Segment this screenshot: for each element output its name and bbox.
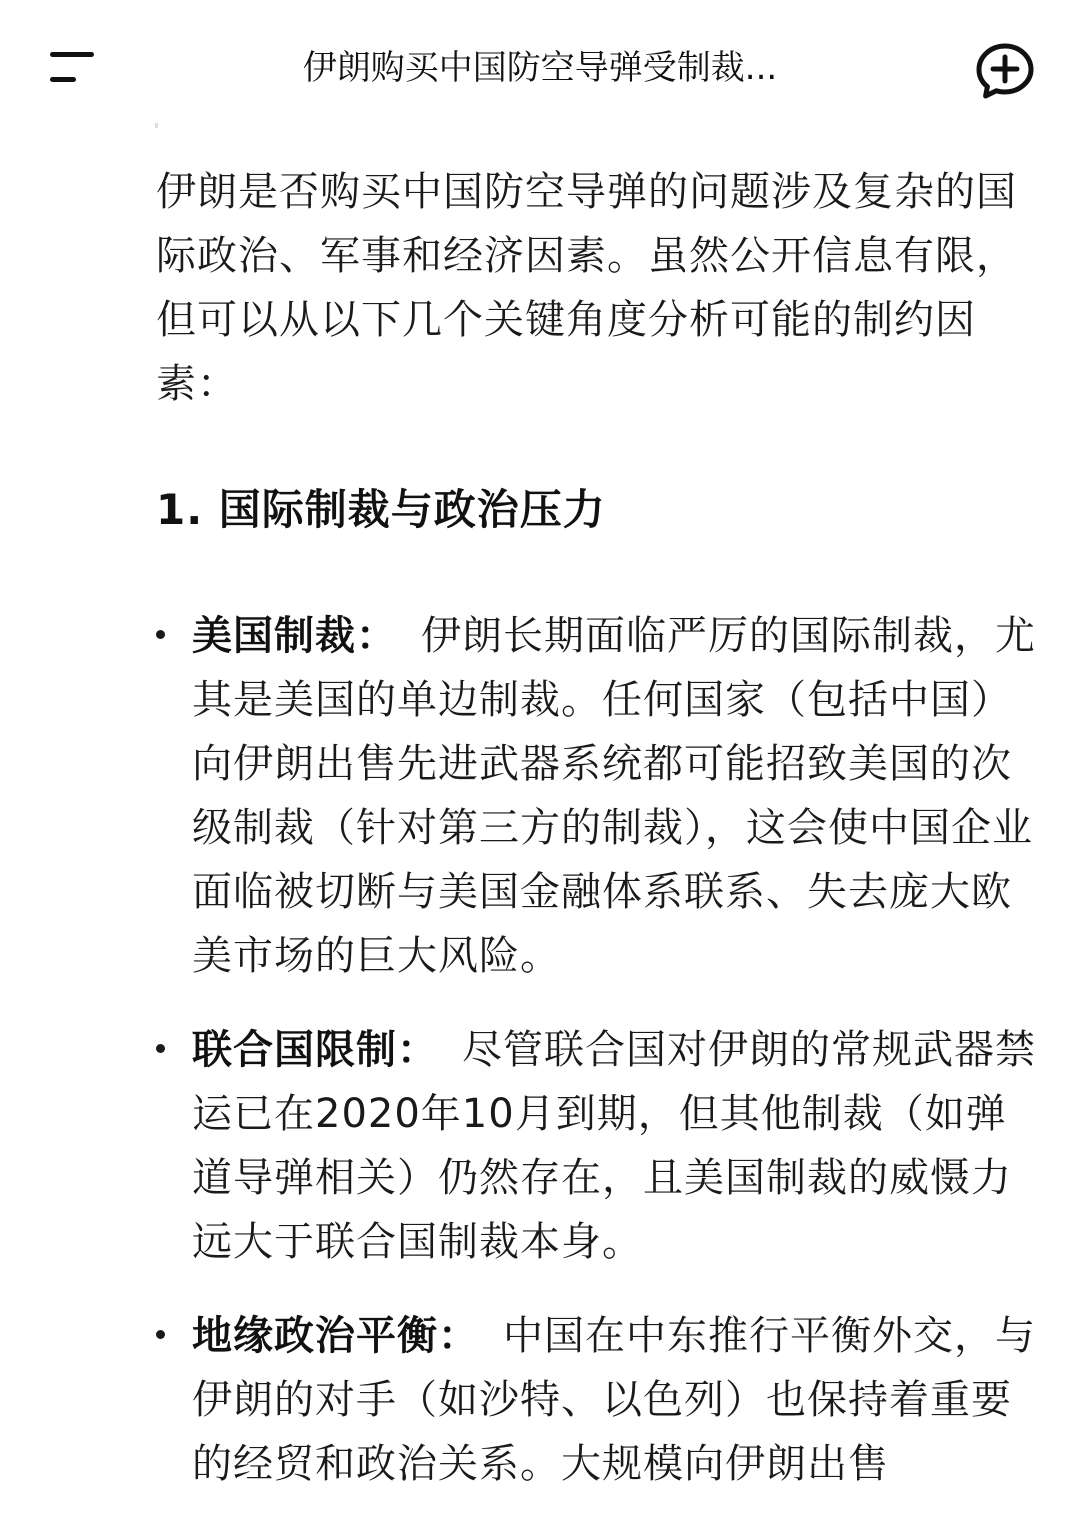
top-app-bar [0,0,1080,130]
scroll-indicator [155,123,158,128]
bullet-text: 尽管联合国对伊朗的常规武器禁运已在2020年10月到期，但其他制裁（如弹道导弹相关）仍然存在，且美国制裁的威慑力远大于联合国制裁本身。 [192,1027,1036,1265]
new-chat-plus-icon [970,38,1040,102]
list-item [156,1304,1036,1496]
new-chat-button[interactable] [970,38,1040,102]
menu-button[interactable] [40,40,104,96]
conversation-title: 伊朗购买中国防空导弹受制裁... [302,48,778,88]
menu-icon-bar-bottom [50,77,76,82]
intro-paragraph: 伊朗是否购买中国防空导弹的问题涉及复杂的国际政治、军事和经济因素。虽然公开信息有限，但可以从以下几个关键角度分析可能的制约因素： [156,169,1017,407]
list-item [156,604,1036,988]
bullet-text: 中国在中东推行平衡外交，与伊朗的对手（如沙特、以色列）也保持着重要的经贸和政治关系。大规模向伊朗出售 [192,1313,1036,1487]
section-heading: 1. 国际制裁与政治压力 [156,485,606,534]
bullet-label: 美国制裁： [192,613,397,659]
bullet-label: 地缘政治平衡： [192,1313,479,1359]
menu-icon-bar-top [50,52,94,57]
bullet-dot-icon [156,630,165,639]
assistant-message [156,160,1036,1526]
bullet-dot-icon [156,1044,165,1053]
bullet-dot-icon [156,1330,165,1339]
list-item [156,1018,1036,1274]
bullet-text: 伊朗长期面临严厉的国际制裁，尤其是美国的单边制裁。任何国家（包括中国）向伊朗出售先进武器系统都可能招致美国的次级制裁（针对第三方的制裁），这会使中国企业面临被切断与美国金融体系联系、失去庞大欧美市场的巨大风险。 [192,613,1036,979]
bullet-label: 联合国限制： [192,1027,438,1073]
bullet-list [156,604,1036,1496]
